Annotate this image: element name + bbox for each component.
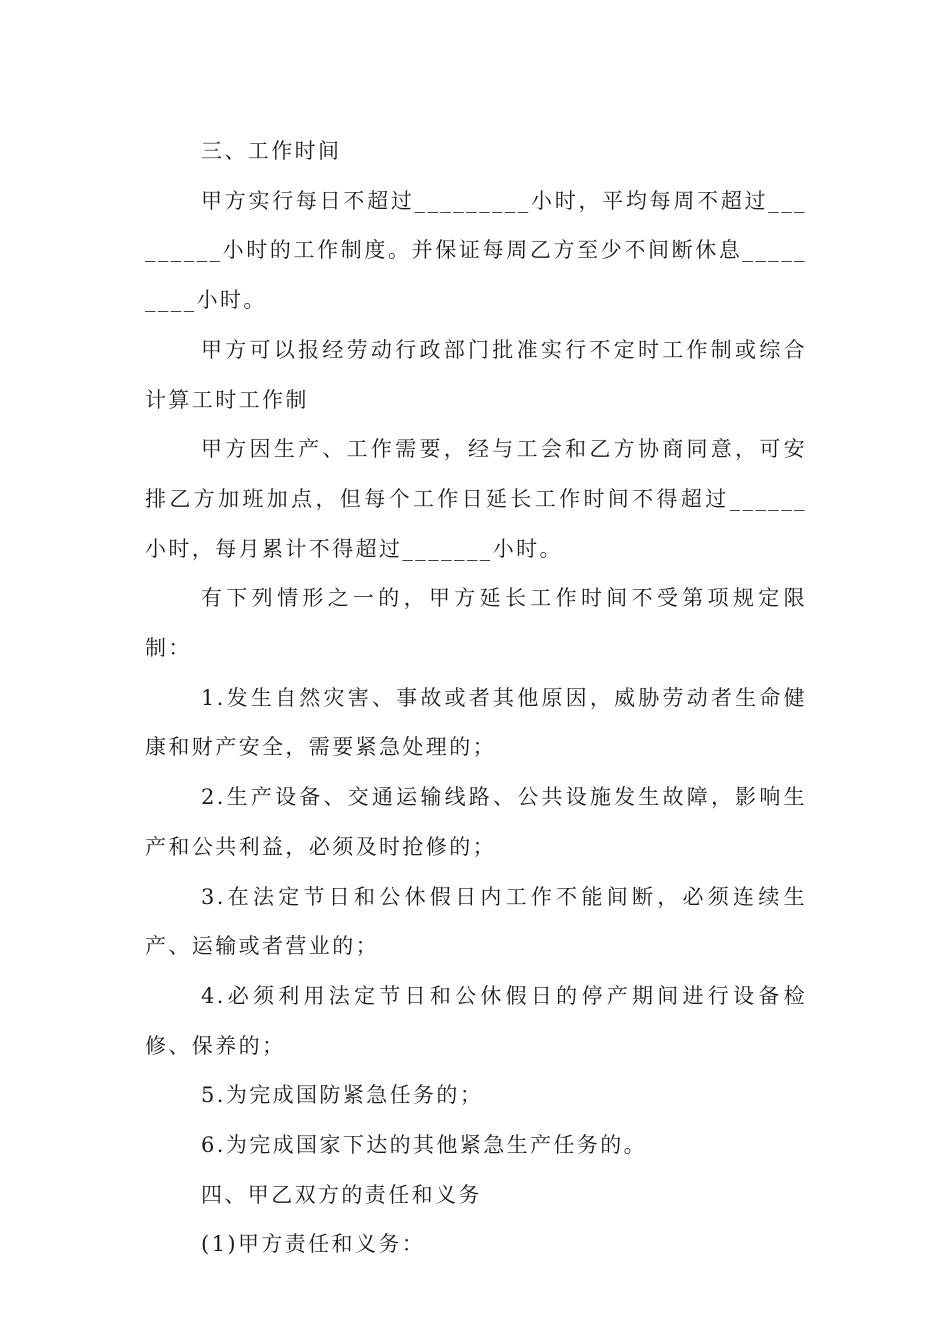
- section-heading-working-hours: 三、工作时间: [201, 139, 342, 163]
- paragraph-overtime-arrangement: 甲方因生产、工作需要，经与工会和乙方协商同意，可安排乙方加班加点，但每个工作日延长工作时间不得超过______小时，每月累计不得超过_______小时。: [145, 437, 807, 561]
- document-body: [145, 127, 807, 1270]
- subsection-heading-party-a: (1)甲方责任和义务：: [201, 1232, 426, 1257]
- paragraph-working-hours-limit: 甲方实行每日不超过_________小时，平均每周不超过_________小时的工作制度。并保证每周乙方至少不间断休息_________小时。: [145, 188, 807, 313]
- list-item-exception-3: 3.在法定节日和公休假日内工作不能间断，必须连续生产、运输或者营业的；: [145, 884, 807, 959]
- section-heading-responsibilities: 四、甲乙双方的责任和义务: [201, 1182, 482, 1207]
- list-item-exception-6: 6.为完成国家下达的其他紧急生产任务的。: [201, 1133, 648, 1158]
- paragraph-overtime-exceptions-intro: 有下列情形之一的，甲方延长工作时间不受第项规定限制：: [145, 586, 807, 661]
- list-item-exception-1: 1.发生自然灾害、事故或者其他原因，威胁劳动者生命健康和财产安全，需要紧急处理的；: [145, 685, 807, 760]
- list-item-exception-2: 2.生产设备、交通运输线路、公共设施发生故障，影响生产和公共利益，必须及时抢修的；: [145, 785, 807, 859]
- list-item-exception-4: 4.必须利用法定节日和公休假日的停产期间进行设备检修、保养的；: [145, 983, 807, 1058]
- list-item-exception-5: 5.为完成国防紧急任务的；: [201, 1083, 484, 1108]
- paragraph-flexible-working-system: 甲方可以报经劳动行政部门批准实行不定时工作制或综合计算工时工作制: [145, 337, 807, 412]
